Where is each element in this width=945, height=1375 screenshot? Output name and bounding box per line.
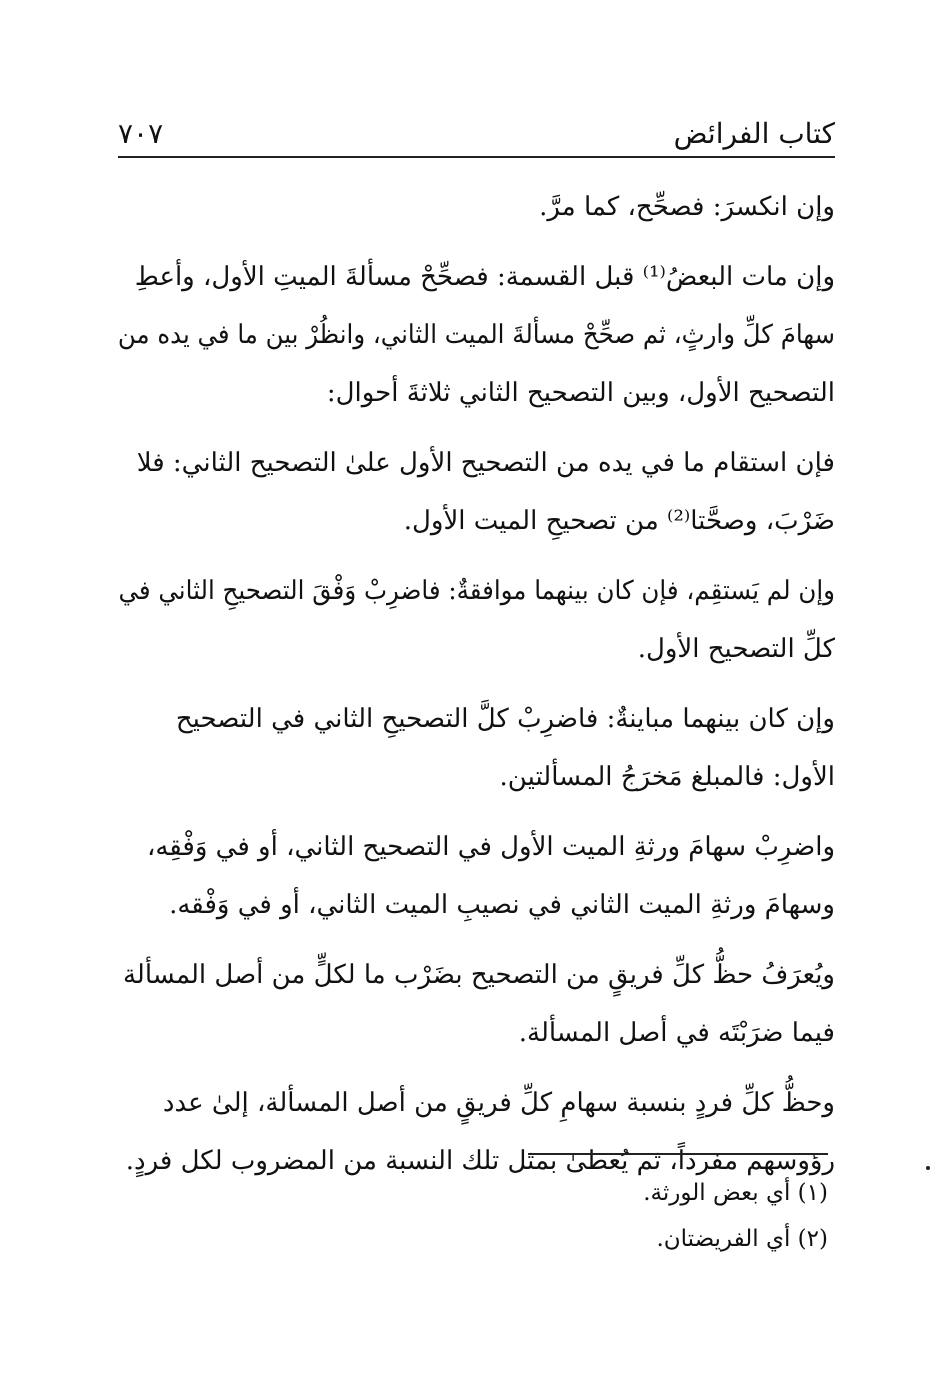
text-line: رؤوسهم مفرداً، ثم يُعطىٰ بمثل تلك النسبة من المضروب لكل فردٍ. — [125, 1146, 835, 1176]
paragraph — [118, 248, 835, 422]
header-rule — [118, 156, 835, 158]
text-line: وإن مات البعضُ⁽¹⁾ قبل القسمة: فصحِّحْ مسألةَ الميتِ الأول، وأعطِ — [134, 262, 835, 292]
running-title: كتاب الفرائض — [673, 117, 835, 150]
text-line: الأول: فالمبلغ مَخرَجُ المسألتين. — [499, 762, 835, 792]
text-line: ضَرْبَ، وصحَّتا⁽²⁾ من تصحيحِ الميت الأول. — [403, 506, 835, 536]
footnote-separator — [528, 1153, 828, 1155]
text-line: التصحيح الأول، وبين التصحيح الثاني ثلاثةَ أحوال: — [326, 378, 835, 408]
page-number: ٧٠٧ — [118, 117, 164, 150]
page-header — [118, 112, 835, 156]
paragraph — [118, 178, 835, 236]
text-line: سهامَ كلِّ وارثٍ، ثم صحِّحْ مسألةَ الميت الثاني، وانظُرْ بين ما في يده من — [117, 320, 835, 350]
main-text — [118, 178, 835, 1202]
footnote-1: (١) أي بعض الورثة. — [643, 1180, 828, 1206]
text-line: وإن كان بينهما مباينةٌ: فاضرِبْ كلَّ التصحيحِ الثاني في التصحيح — [175, 704, 835, 734]
text-line: كلِّ التصحيح الأول. — [637, 634, 835, 664]
paragraph — [118, 434, 835, 550]
text-line: فيما ضرَبْتَه في أصل المسألة. — [518, 1018, 835, 1048]
paragraph — [118, 818, 835, 934]
text-line: واضرِبْ سهامَ ورثةِ الميت الأول في التصحيح الثاني، أو في وَفْقِه، — [146, 832, 835, 862]
text-line: فإن استقام ما في يده من التصحيح الأول علىٰ التصحيح الثاني: فلا — [136, 448, 835, 478]
footnotes — [400, 1170, 828, 1262]
text-line: ويُعرَفُ حظُّ كلِّ فريقٍ من التصحيح بضَرْب ما لكلٍّ من أصل المسألة — [122, 960, 835, 990]
paragraph — [118, 946, 835, 1062]
footnote-2: (٢) أي الفريضتان. — [656, 1226, 828, 1252]
text-line: وسهامَ ورثةِ الميت الثاني في نصيبِ الميت الثاني، أو في وَفْقه. — [169, 890, 835, 920]
text-line: وإن لم يَستقِم، فإن كان بينهما موافقةٌ: فاضرِبْ وَفْقَ التصحيحِ الثاني في — [118, 576, 836, 606]
paragraph — [118, 690, 835, 806]
paragraph — [118, 562, 835, 678]
text-line: وحظُّ كلِّ فردٍ بنسبة سهامِ كلِّ فريقٍ من أصل المسألة، إلىٰ عدد — [162, 1088, 835, 1118]
text-line: وإن انكسرَ: فصحِّح، كما مرَّ. — [539, 192, 835, 222]
margin-speck — [926, 1166, 930, 1170]
